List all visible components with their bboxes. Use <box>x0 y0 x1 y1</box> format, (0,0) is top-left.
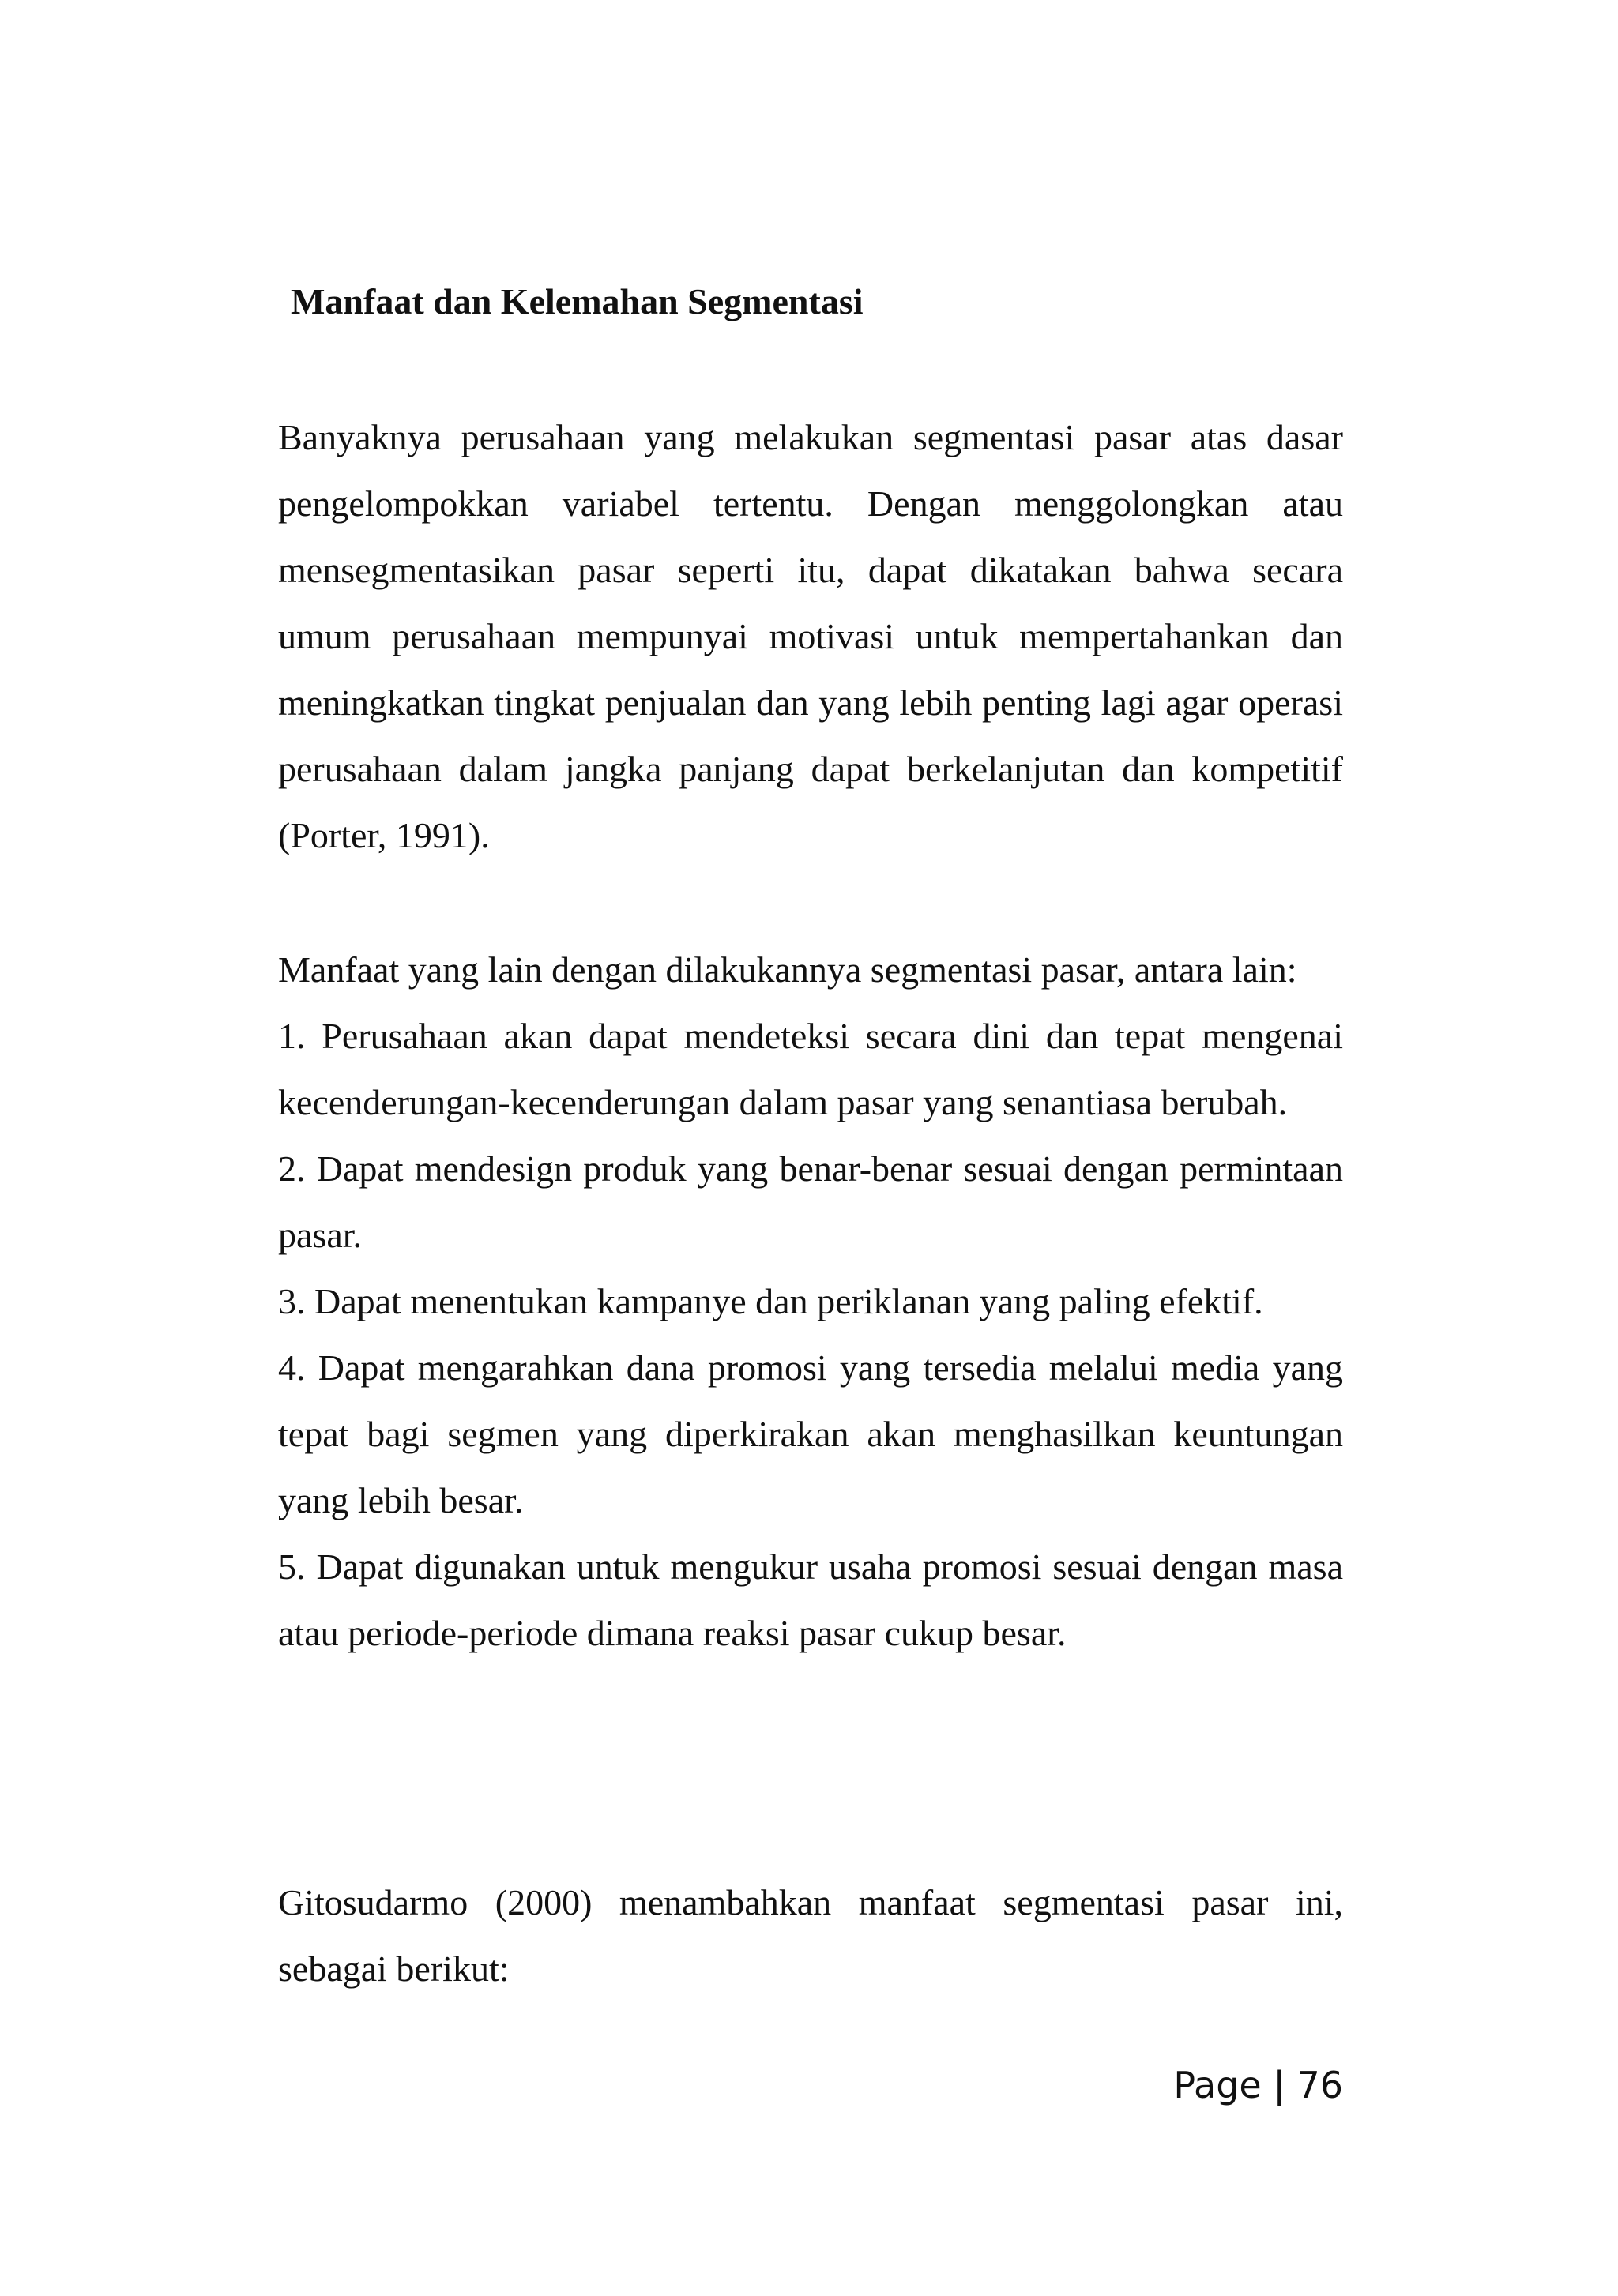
paragraph-text: Banyaknya perusahaan yang melakukan segmentasi pasar atas dasar pengelompokkan variabel tertentu. Dengan menggolongkan atau mensegmentasikan pasar seperti itu, dapat dikatakan bahwa secara umum perusahaan mempunyai motivasi untuk mempertahankan dan meningkatkan tingkat penjualan dan yang lebih penting lagi agar operasi perusahaan dalam jangka panjang dapat berkelanjutan dan kompetitif (Porter, 1991). <box>278 417 1343 855</box>
list-item: 1. Perusahaan akan dapat mendeteksi secara dini dan tepat mengenai kecenderungan-kecenderungan dalam pasar yang senantiasa berubah. <box>278 1016 1343 1122</box>
list-item: 5. Dapat digunakan untuk mengukur usaha promosi sesuai dengan masa atau periode-periode dimana reaksi pasar cukup besar. <box>278 1546 1343 1653</box>
paragraph-text: Gitosudarmo (2000) menambahkan manfaat segmentasi pasar ini, sebagai berikut: <box>278 1882 1343 1989</box>
benefits-list-block <box>278 937 1343 1667</box>
section-heading: Manfaat dan Kelemahan Segmentasi <box>291 281 864 321</box>
paragraph-intro <box>278 404 1343 869</box>
list-intro: Manfaat yang lain dengan dilakukannya segmentasi pasar, antara lain: <box>278 949 1297 990</box>
page-number: Page | 76 <box>1173 2064 1343 2106</box>
list-item: 4. Dapat mengarahkan dana promosi yang tersedia melalui media yang tepat bagi segmen yang diperkirakan akan menghasilkan keuntungan yang lebih besar. <box>278 1347 1343 1520</box>
paragraph-gitosudarmo <box>278 1869 1343 2002</box>
list-item: 3. Dapat menentukan kampanye dan periklanan yang paling efektif. <box>278 1281 1263 1321</box>
list-item: 2. Dapat mendesign produk yang benar-benar sesuai dengan permintaan pasar. <box>278 1148 1343 1255</box>
